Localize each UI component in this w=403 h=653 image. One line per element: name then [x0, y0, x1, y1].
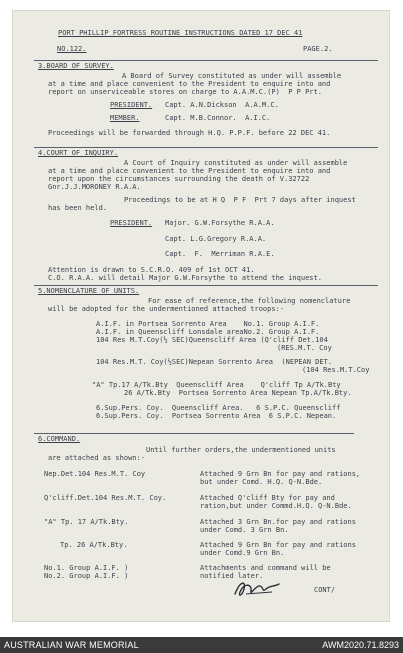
- divider: [34, 285, 378, 286]
- s5-row-8: 6.Sup.Pers. Coy. Portsea Sorrento Area 6 S.P.C. Nepean.: [96, 412, 337, 420]
- s4-member-2: Capt. F. Merriman R.A.E.: [165, 250, 275, 258]
- s6-row-4-unit: Tp. 26 A/Tk.Bty.: [60, 541, 128, 549]
- s6-row-2-unit: Q'cliff.Det.104 Res.M.T. Coy.: [44, 494, 167, 502]
- instruction-number: NO.122.: [57, 45, 87, 53]
- divider: [34, 60, 378, 61]
- s3-proceedings: Proceedings will be forwarded through H.Q. P.P.F. before 22 DEC 41.: [48, 129, 331, 137]
- s6-row-1-unit: Nep.Det.104 Res.M.T. Coy: [44, 470, 146, 478]
- s5-row-1: A.I.F. in Portsea Sorrento Area No.1. Group A.I.F.: [96, 320, 320, 328]
- s6-row-3-attach-1: Attached 3 Grn Bn.for pay and rations: [200, 518, 356, 526]
- s5-row-6: 26 A/Tk.Bty Portsea Sorrento Area Nepean Tp.A/Tk.Bty.: [124, 389, 352, 397]
- s5-row-7: 6.Sup.Pers. Coy. Queenscliff Area. 6 S.P.C. Queenscliff: [96, 404, 341, 412]
- s4-line-6: has been held.: [48, 204, 108, 212]
- s6-row-3-attach-2: under Comd. 3 Grn Bn.: [200, 526, 289, 534]
- s5-row-3b: (RES.M.T. Coy: [277, 344, 332, 352]
- s6-group-2: No.2. Group A.I.F. ): [44, 572, 129, 580]
- continued-marker: CONT/: [314, 586, 336, 594]
- section-4-heading: 4.COURT OF INQUIRY.: [38, 149, 119, 157]
- s4-line-4: Gnr.J.J.MORONEY R.A.A.: [48, 183, 141, 191]
- s6-line-2: are attached as shown:-: [48, 454, 145, 462]
- s4-attention: Attention is drawn to S.C.R.O. 409 of 1st OCT 41.: [48, 266, 255, 274]
- s3-president-label: PRESIDENT.: [110, 101, 153, 109]
- s6-row-3-unit: "A" Tp. 17 A/Tk.Bty.: [44, 518, 129, 526]
- archive-id: AWM2020.71.8293: [322, 640, 399, 650]
- s5-row-5: "A" Tp.17 A/Tk.Bty Queenscliff Area Q'cliff Tp A/Tk.Bty: [92, 381, 341, 389]
- divider: [34, 147, 378, 148]
- archive-footer: [0, 637, 403, 653]
- s4-member-1: Capt. L.G.Gregory R.A.A.: [165, 235, 267, 243]
- s4-line-1: A Court of Inquiry constituted as under will assemble: [124, 159, 348, 167]
- s6-row-2-attach-1: Attached Q'cliff Bty for pay and: [200, 494, 335, 502]
- s4-attention-2: C.O. R.A.A. will detail Major G.W.Forsythe to attend the inquest.: [48, 274, 322, 282]
- signature: [232, 577, 284, 599]
- document-title: PORT PHILLIP FORTRESS ROUTINE INSTRUCTIONS DATED 17 DEC 41: [58, 29, 303, 37]
- s4-president-label: PRESIDENT.: [110, 219, 153, 227]
- section-3-heading: 3.BOARD OF SURVEY.: [38, 62, 114, 70]
- s3-president-value: Capt. A.N.Dickson A.A.M.C.: [165, 101, 279, 109]
- section-5-heading: 5.NOMENCLATURE OF UNITS.: [38, 287, 140, 295]
- s6-group-attach-2: notified later.: [200, 572, 264, 580]
- archive-name: AUSTRALIAN WAR MEMORIAL: [4, 640, 139, 650]
- s3-member-label: MEMBER.: [110, 114, 140, 122]
- s6-group-1: No.1. Group A.I.F. ): [44, 564, 129, 572]
- s6-row-4-attach-2: under Comd.9 Grn Bn.: [200, 549, 285, 557]
- s6-group-attach-1: Attachments and command will be: [200, 564, 331, 572]
- s3-line-3: report on unserviceable stores on charge to A.A.M.C.(P) P P Prt.: [48, 88, 322, 96]
- s4-line-2: at a time and place convenient to the President to enquire into and: [48, 167, 331, 175]
- s5-row-3: 104 Res M.T.Coy(½ SEC)Queenscliff Area (Q'cliff Det.104: [96, 336, 328, 344]
- s5-line-1: For ease of reference,the following nomenclature: [148, 297, 351, 305]
- s5-row-4b: (104 Res.M.T.Coy: [302, 366, 370, 374]
- s3-line-2: at a time and place convenient to the President to enquire into and: [48, 80, 331, 88]
- s5-line-2: will be adopted for the undermentioned attached troops:-: [48, 305, 285, 313]
- s5-row-2: A.I.F. in Queenscliff Lonsdale areaNo.2. Group A.I.F.: [96, 328, 320, 336]
- s6-line-1: Until further orders,the undermentioned units: [146, 446, 336, 454]
- s3-member-value: Capt. M.B.Connor. A.I.C.: [165, 114, 271, 122]
- section-6-heading: 6.COMMAND.: [38, 435, 81, 443]
- page-number: PAGE.2.: [303, 45, 333, 53]
- s3-line-1: A Board of Survey constituted as under will assemble: [122, 72, 342, 80]
- s4-president-value: Major. G.W.Forsythe R.A.A.: [165, 219, 275, 227]
- s4-line-3: report upon the circumstances surrounding the death of V.32722: [48, 175, 310, 183]
- s5-row-4: 104 Res.M.T. Coy(½SEC)Nepean Sorrento Area (NEPEAN DET.: [96, 358, 333, 366]
- s6-row-4-attach-1: Attached 9 Grn Bn for pay and rations: [200, 541, 356, 549]
- s4-line-5: Proceedings to be at H Q P F Prt 7 days after inquest: [124, 196, 356, 204]
- s6-row-2-attach-2: ration,but under Commd.H.Q. Q-N.Bde.: [200, 502, 352, 510]
- s6-row-1-attach-2: but under Comd. H.Q. Q-N.Bde.: [200, 478, 323, 486]
- divider: [34, 433, 354, 434]
- s6-row-1-attach-1: Attached 9 Grn Bn for pay and rations,: [200, 470, 361, 478]
